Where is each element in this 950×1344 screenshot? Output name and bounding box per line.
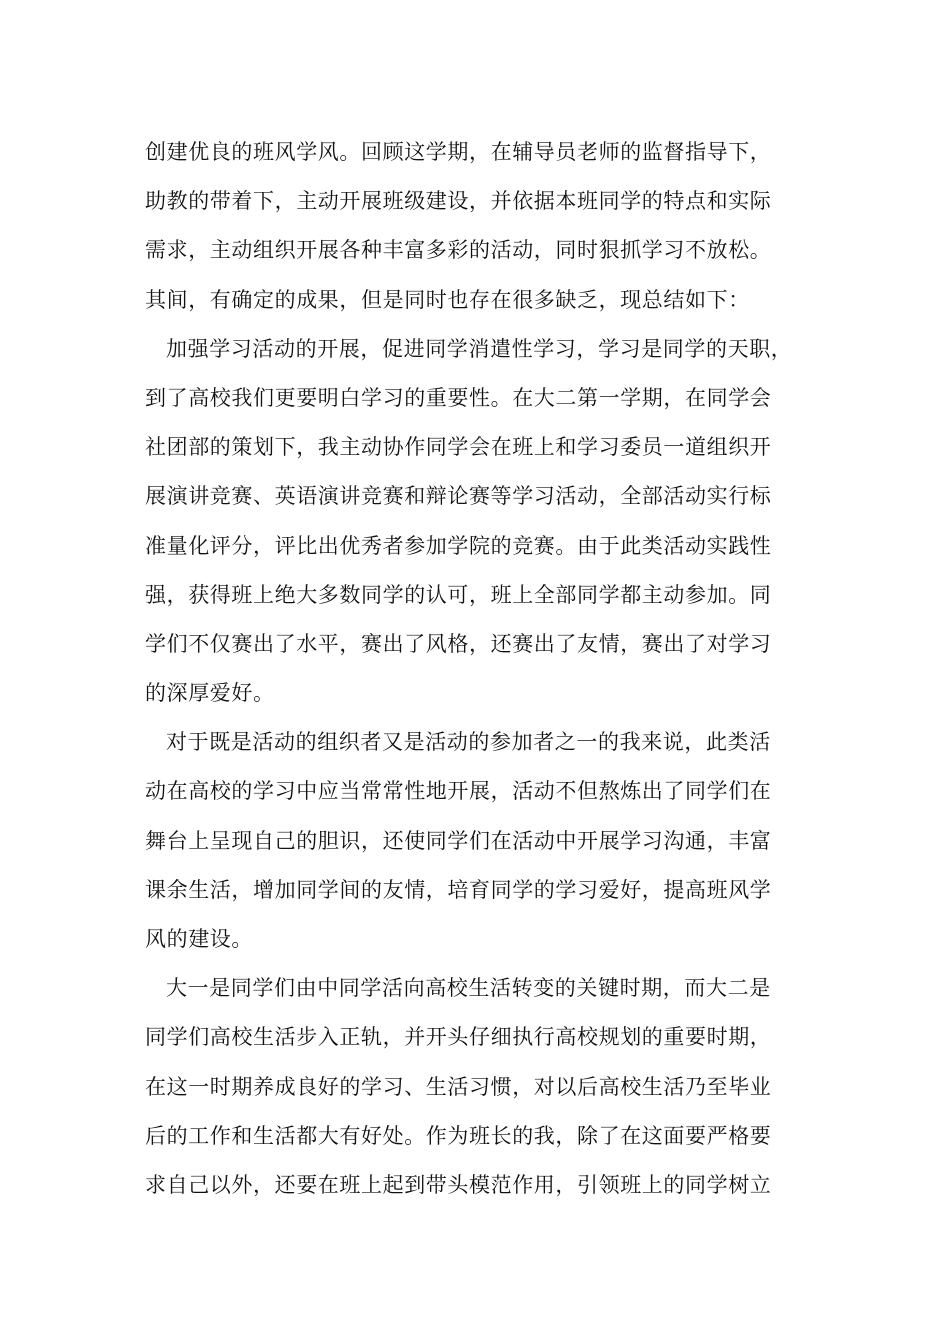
text-line: 同学们高校生活步入正轨，并开头仔细执行高校规划的重要时期，	[145, 1025, 772, 1050]
text-line: 在这一时期养成良好的学习、生活习惯，对以后高校生活乃至毕业	[145, 1074, 772, 1099]
text-line: 舞台上呈现自己的胆识，还使同学们在活动中开展学习沟通，丰富	[145, 828, 772, 853]
text-line: 动在高校的学习中应当常常性地开展，活动不但熬炼出了同学们在	[145, 779, 772, 804]
text-line: 强，获得班上绝大多数同学的认可，班上全部同学都主动参加。同	[145, 582, 772, 607]
paragraph-first-line: 加强学习活动的开展，促进同学消遣性学习，学习是同学的天职，	[166, 336, 793, 361]
text-line: 求自己以外，还要在班上起到带头模范作用，引领班上的同学树立	[145, 1172, 772, 1197]
text-line: 展演讲竞赛、英语演讲竞赛和辩论赛等学习活动，全部活动实行标	[145, 484, 772, 509]
text-line: 的深厚爱好。	[145, 681, 275, 706]
text-line: 风的建设。	[145, 927, 253, 951]
text-line: 其间，有确定的成果，但是同时也存在很多缺乏，现总结如下：	[145, 287, 750, 312]
paragraph-first-line: 对于既是活动的组织者又是活动的参加者之一的我来说，此类活	[166, 730, 771, 755]
text-line: 社团部的策划下，我主动协作同学会在班上和学习委员一道组织开	[145, 435, 772, 460]
text-line: 到了高校我们更要明白学习的重要性。在大二第一学期，在同学会	[145, 385, 772, 410]
text-line: 准量化评分，评比出优秀者参加学院的竞赛。由于此类活动实践性	[145, 533, 772, 558]
text-line: 助教的带着下，主动开展班级建设，并依据本班同学的特点和实际	[145, 189, 772, 214]
text-line: 课余生活，增加同学间的友情，培育同学的学习爱好，提高班风学	[145, 877, 772, 902]
text-line: 需求，主动组织开展各种丰富多彩的活动，同时狠抓学习不放松。	[145, 238, 772, 263]
paragraph-first-line: 大一是同学们由中同学活向高校生活转变的关键时期，而大二是	[166, 976, 771, 1001]
text-line: 创建优良的班风学风。回顾这学期，在辅导员老师的监督指导下，	[145, 140, 772, 164]
document-body	[145, 128, 825, 1210]
text-line: 后的工作和生活都大有好处。作为班长的我，除了在这面要严格要	[145, 1123, 772, 1148]
text-line: 学们不仅赛出了水平，赛出了风格，还赛出了友情，赛出了对学习	[145, 631, 772, 656]
